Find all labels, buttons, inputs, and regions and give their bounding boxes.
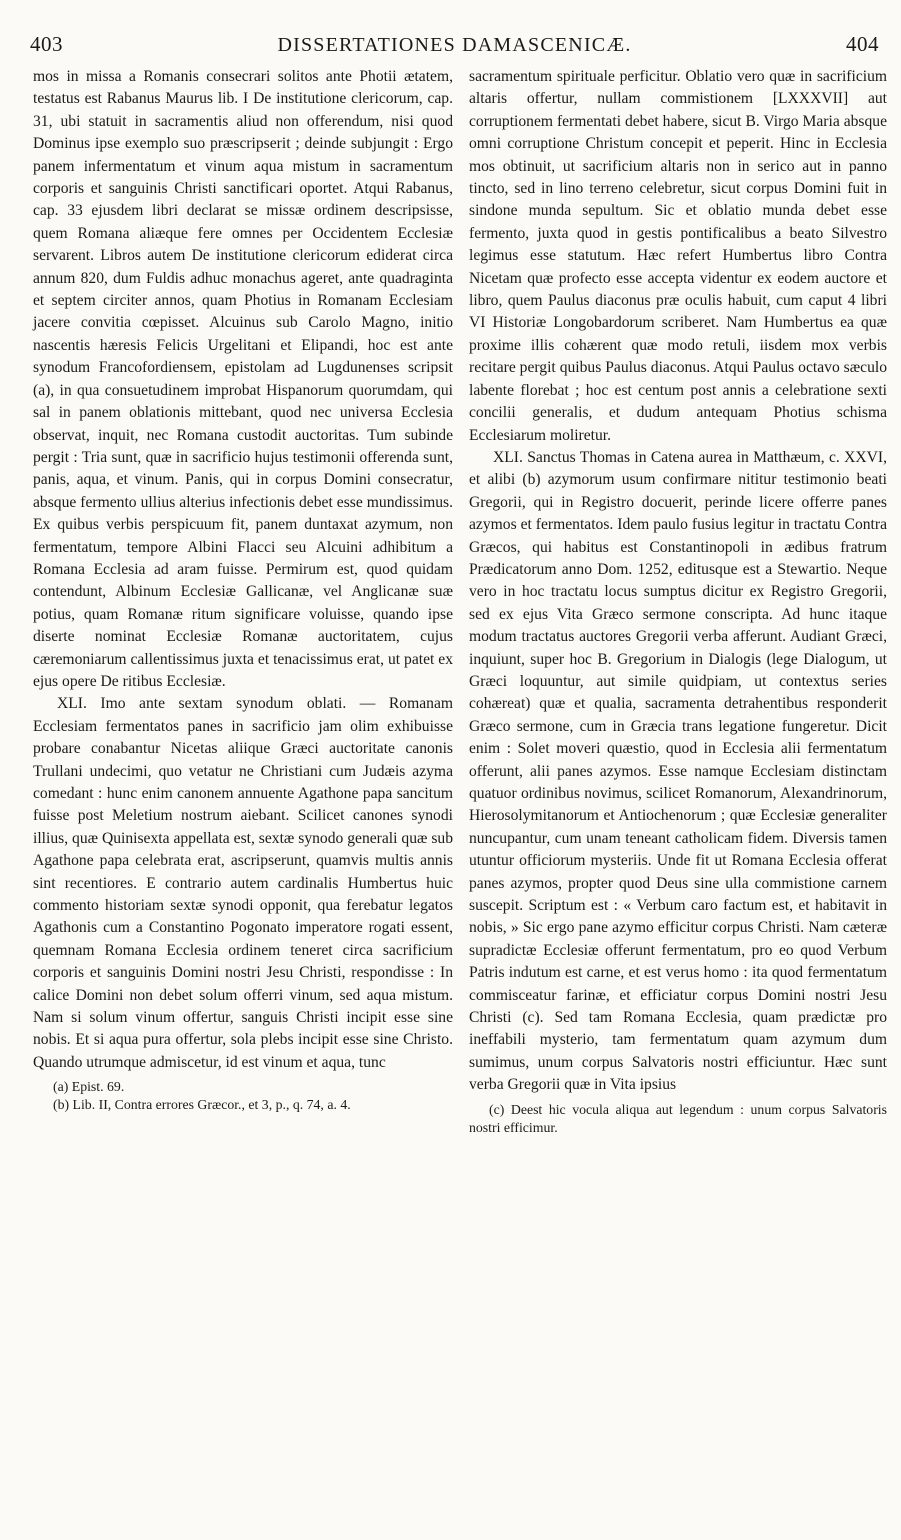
- running-title: DISSERTATIONES DAMASCENICÆ.: [277, 34, 632, 56]
- footnote-b: (b) Lib. II, Contra errores Græcor., et 3, p., q. 74, a. 4.: [53, 1097, 351, 1113]
- left-paragraph-1: mos in missa a Romanis consecrari solitos ante Photii ætatem, testatus est Rabanus Maurus lib. I De institutione clericorum, cap. 31, ubi statuit in sacramentis aliud non offerendum, nisi quod Dominus ipse exemplo suo præscripserit ; deinde subjungit : Ergo panem infermentatum et vinum aqua mistum in sacramentum corporis et sanguinis Christi sanctificari oportet. Atqui Rabanus, cap. 33 ejusdem libri declarat se missæ ordinem descripsisse, quem Romana aliæque fere omnes per Occidentem Ecclesiæ servarent. Libros autem De institutione clericorum ediderat circa annum 820, dum Fuldis adhuc monachus ageret, ante quadraginta et septem circiter annos, quam Photius in Romanam Ecclesiam jacere convitia cœpisset. Alcuinus sub Carolo Magno, initio nascentis hæresis Felicis Urgelitani et Elipandi, hoc est ante synodum Francofordiensem, epistolam ad Lugdunenses scripsit (a), in qua consuetudinem improbat Hispanorum quorumdam, qui sal in panem oblationis mittebant, quod nec universa Ecclesia observat, inquit, nec Romana custodit auctoritas. Tum subinde pergit : Tria sunt, quæ in sacrificio hujus testimonii offerenda sunt, panis, aqua, et vinum. Panis, qui in corpus Domini consecratur, absque fermento ullius alterius infectionis debet esse mundissimus. Ex quibus verbis perspicuum fit, panem duntaxat azymum, non fermentatum, tempore Albini Flacci seu Alcuini adhibitum a Romana Ecclesia ad aram fuisse. Permirum est, quod quidam contendunt, Albinum Ecclesiæ Gallicanæ, vel Anglicanæ suæ potius, quam Romanæ ritum significare voluisse, quando ipse diserte nominat Ecclesiæ Romanæ auctoritatem, cujus cæremoniarum callentissimus juxta et tenacissimus erat, ut patet ex ejus opere De ritibus Ecclesiæ.: [33, 68, 453, 690]
- right-column: [469, 66, 887, 1137]
- footnote-a: (a) Epist. 69.: [53, 1079, 125, 1095]
- left-paragraph-2: XLI. Imo ante sextam synodum oblati. — Romanam Ecclesiam fermentatos panes in sacrificio jam olim exhibuisse probare conabantur Nicetas aliique Græci auctoritate canonis Trullani undecimi, quo vetatur ne Christiani cum Judæis azyma comedant : hunc enim canonem annuente Agathone papa sancitum fuisse post Meletium nostrum aiebant. Scilicet canones synodi illius, quæ Quinisexta appellata est, sextæ synodo generali quæ sub Agathone papa celebrata erat, ascripserunt, quamvis multis annis sint recentiores. E contrario autem cardinalis Humbertus huic commento historiam sextæ synodi opponit, qua ferebatur legatos Agathonis cum a Constantino Pogonato imperatore rogati essent, quemnam Romana Ecclesia ordinem teneret circa sacrificium corporis et sanguinis Domini nostri Jesu Christi, respondisse : In calice Domini non debet solum offerri vinum, sed aqua mistum. Nam si solum vinum offertur, sanguis Christi incipit esse sine nobis. Et si aqua pura offertur, sola plebs incipit esse sine Christo. Quando utrumque admiscetur, id est vinum et aqua, tunc: [33, 695, 453, 1071]
- page-header: [30, 32, 879, 62]
- left-footnotes: [33, 1078, 453, 1114]
- left-page-number: 403: [30, 32, 63, 56]
- right-paragraph-2: XLI. Sanctus Thomas in Catena aurea in Matthæum, c. XXVI, et alibi (b) azymorum usum confirmare nititur testimonio beati Gregorii, qui in Registro docuerit, perinde licere offerre panes azymos et fermentatos. Idem paulo fusius legitur in tractatu Contra Græcos, qui habitus est Constantinopoli in ædibus fratrum Prædicatorum anno Dom. 1252, editusque est a Stewartio. Neque vero in hoc tractatu locus sumptus dicitur ex Registro Gregorii, sed ex ejus Vita Græco sermone conscripta. Ad hunc itaque modum tractatus auctores Gregorii verba afferunt. Audiant Græci, inquiunt, super hoc B. Gregorium in Dialogis (lege Dialogum, ut Græci loquuntur, aut simile quidpiam, ut contextus series cohæreat) quæ et qualia, sacramenta detrahentibus responderit Græco sermone, cum in Græcia trans legatione fungeretur. Dicit enim : Solet moveri quæstio, quod in Ecclesia alii fermentatum offerunt, alii panes azymos. Esse namque Ecclesiam distinctam quatuor ordinibus novimus, scilicet Romanorum, Alexandrinorum, Hierosolymitanorum et Antiochenorum ; quæ Ecclesiæ generaliter nuncupantur, cum unam teneant catholicam fidem. Diversis tamen utuntur officiorum mysteriis. Unde fit ut Romana Ecclesia offerat panes azymos, propter quod Deus sine ulla commistione carnem suscepit. Scriptum est : « Verbum caro factum est, et habitavit in nobis, » Sic ergo pane azymo efficitur corpus Christi. Nam cæteræ supradictæ Ecclesiæ offerunt fermentatum, pro eo quod Verbum Patris indutum est carne, et est verus homo : ita quod fermentatum commisceatur farinæ, et efficiatur corpus Domini nostri Jesu Christi (c). Sed tam Romana Ecclesia, quam prædictæ pro ineffabili mysterio, tam fermentatum quam azymum dum sumimus, unum corpus Salvatoris nostri efficiuntur. Hæc sunt verba Gregorii quæ in Vita ipsius: [469, 448, 887, 1094]
- right-footnotes: [469, 1101, 887, 1137]
- footnote-c: (c) Deest hic vocula aliqua aut legendum : unum corpus Salvatoris nostri efficimur.: [469, 1101, 887, 1135]
- left-column: [33, 66, 453, 1114]
- right-paragraph-1: sacramentum spirituale perficitur. Oblatio vero quæ in sacrificium altaris offertur, nullam commistionem [LXXXVII] aut corruptionem fermentati debet habere, sicut B. Virgo Maria absque omni corruptione Christum concepit et peperit. Hinc in Ecclesia mos obtinuit, ut sacrificium altaris non in serico aut in panno tincto, sed in lino terreno celebretur, sicut corpus Domini fuit in sindone munda sepultum. Sic et oblatio munda debet esse fermento, juxta quod in gestis pontificalibus a beato Silvestro legimus esse statutum. Hæc refert Humbertus libro Contra Nicetam quæ profecto esse accepta videntur ex eodem auctore et libro, quem Paulus diaconus præ oculis habuit, cum caput 4 libri VI Historiæ Longobardorum scriberet. Nam Humbertus ea quæ proxime illis cohærent quæ modo retuli, iisdem mox verbis recitare pergit quibus Paulus diaconus. Atqui Paulus octavo sæculo labente florebat ; hoc est centum post annis a celebratione sexti concilii generalis, et dudum antequam Photius schisma Ecclesiarum moliretur.: [469, 68, 887, 444]
- right-page-number: 404: [845, 32, 879, 56]
